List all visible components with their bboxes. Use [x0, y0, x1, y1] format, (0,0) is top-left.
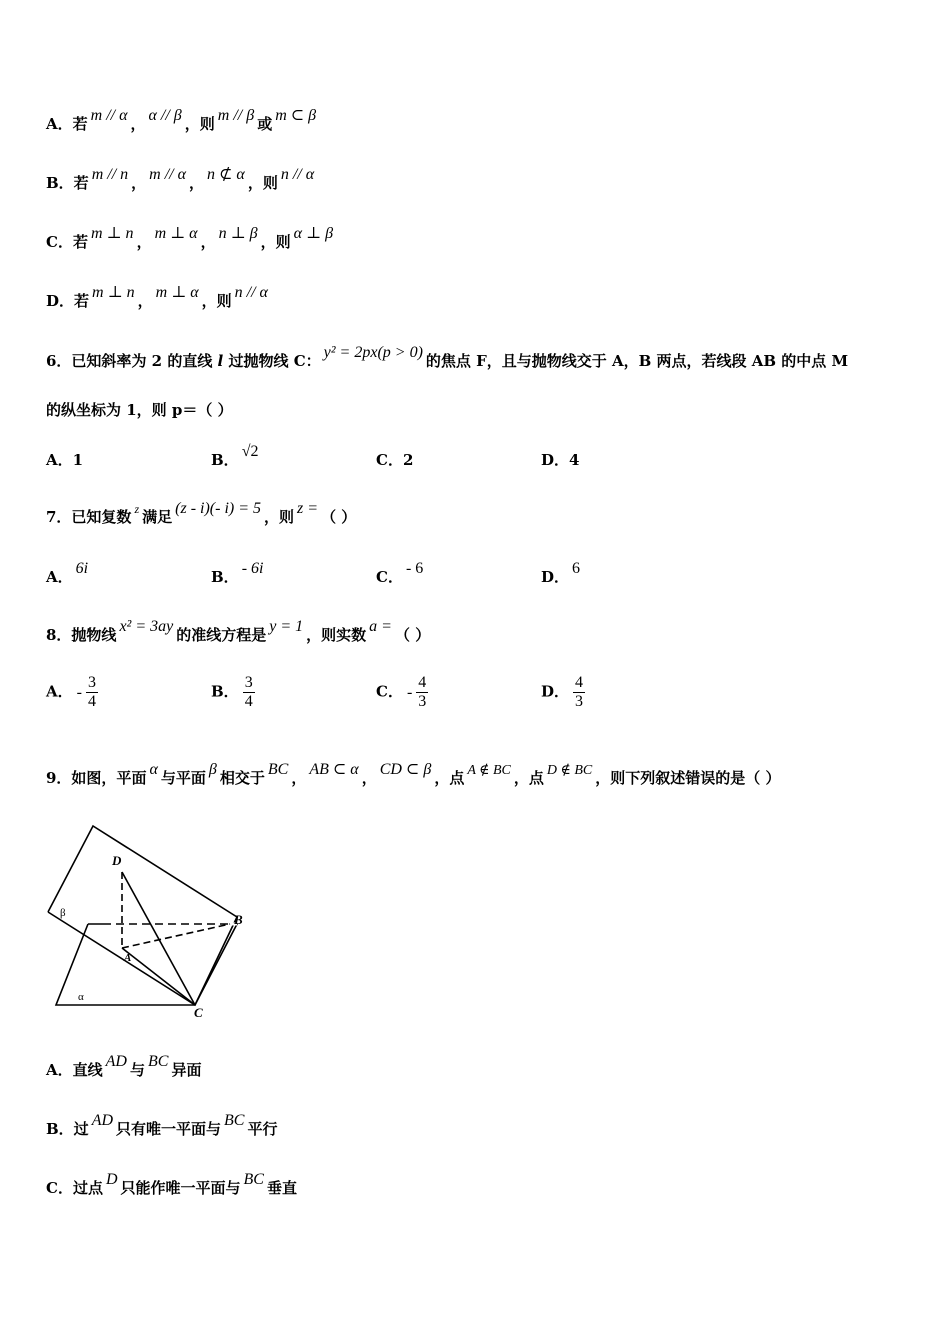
math-var: β: [208, 761, 217, 778]
math-expr: α ⊥ β: [293, 225, 334, 242]
denominator: 3: [418, 693, 427, 710]
numerator: 4: [418, 674, 427, 691]
option-label: B．: [211, 568, 239, 586]
math-expr: m ⊂ β: [275, 107, 317, 124]
segment-ac: [122, 948, 195, 1005]
text: 的纵坐标为 1，则 p＝（ ）: [46, 401, 233, 419]
math-expr: a =: [369, 618, 392, 635]
separator: ，: [189, 174, 205, 192]
math-expr: n // α: [280, 166, 315, 183]
math-expr: BC: [267, 761, 289, 778]
text: ，则: [201, 292, 232, 310]
q8-option-a: [46, 674, 98, 711]
math-expr: m ⊥ α: [154, 225, 198, 242]
label-beta: β: [60, 907, 66, 919]
text: 与平面: [160, 769, 206, 787]
math-expr: m // β: [217, 107, 255, 124]
math-expr: m ⊥ n: [92, 284, 135, 301]
option-label: B．: [211, 451, 239, 469]
separator: ，: [131, 174, 147, 192]
math-expr: 6i: [75, 560, 89, 577]
q9-option-c: [46, 1171, 297, 1199]
option-label: B．过: [46, 1120, 89, 1138]
math-expr: AD: [91, 1112, 114, 1129]
option-label: C．: [376, 682, 403, 701]
q8-option-c: [376, 674, 428, 711]
text: 的准线方程是: [176, 626, 267, 644]
denominator: 4: [87, 693, 96, 710]
q7-stem: [46, 500, 357, 528]
label-alpha: α: [78, 991, 84, 1003]
math-expr: m // n: [91, 166, 129, 183]
text: 平行: [247, 1120, 278, 1138]
text: ，则: [264, 508, 295, 526]
planes-diagram: [40, 820, 260, 1025]
segment-ab: [122, 924, 230, 948]
q8-option-d: [541, 674, 585, 711]
separator: ，: [200, 233, 216, 251]
math-expr: AD: [105, 1053, 127, 1070]
text: （ ）: [321, 508, 357, 526]
segment-dc: [122, 872, 195, 1005]
math-var: z: [134, 502, 140, 516]
separator: ，: [137, 292, 153, 310]
math-expr: n // α: [234, 284, 268, 301]
text: 与: [129, 1061, 145, 1079]
text: 相交于: [219, 769, 265, 787]
text: 只有唯一平面与: [116, 1120, 222, 1138]
q6-stem-line1: [46, 344, 849, 372]
q5-option-c: [46, 225, 336, 253]
q6-option-d: [541, 449, 579, 470]
math-expr: A ∉ BC: [467, 763, 511, 778]
text: ，则: [184, 115, 215, 133]
option-label: B．: [211, 682, 239, 701]
math-var: l: [217, 352, 224, 370]
math-expr: m // α: [90, 107, 128, 124]
text: ，则: [247, 174, 278, 192]
text: （ ）: [394, 626, 431, 644]
q9-option-a: [46, 1053, 202, 1081]
text: 满足: [142, 508, 173, 526]
text: 只能作唯一平面与: [120, 1179, 241, 1197]
math-expr: m // α: [149, 166, 186, 183]
math-expr: m ⊥ n: [90, 225, 134, 242]
fraction: [416, 674, 428, 711]
q5-option-b: [46, 166, 317, 194]
q6-option-a: [46, 449, 83, 470]
q8-stem: [46, 618, 431, 646]
math-expr: AB ⊂ α: [309, 761, 359, 778]
math-expr: n ⊥ β: [218, 225, 258, 242]
text: ，则实数: [306, 626, 367, 644]
q7-option-c: [376, 560, 426, 587]
option-label: A．1: [46, 451, 84, 469]
numerator: 3: [244, 674, 253, 691]
math-var: α: [149, 761, 158, 778]
parabola-equation: y² = 2px(p > 0): [323, 344, 423, 361]
math-expr: α // β: [148, 107, 182, 124]
separator: ，: [361, 769, 377, 787]
option-label: D．4: [541, 451, 580, 469]
option-label: D．: [541, 682, 570, 701]
text: ，点: [434, 769, 465, 787]
q7-option-d: [541, 560, 583, 587]
math-expr: BC: [224, 1112, 245, 1129]
math-expr: m ⊥ α: [155, 284, 199, 301]
option-label: D．: [541, 568, 570, 586]
text: 8．抛物线: [46, 626, 117, 644]
separator: ，: [136, 233, 152, 251]
math-expr: n ⊄ α: [207, 166, 245, 183]
option-label: A．直线: [46, 1061, 103, 1079]
math-expr: - 6: [405, 560, 424, 577]
math-expr: D: [105, 1171, 118, 1188]
directrix-equation: y = 1: [269, 618, 304, 635]
math-expr: (z - i)(- i) = 5: [175, 500, 262, 517]
text: ，则: [260, 233, 291, 251]
fraction: [573, 674, 585, 711]
q7-option-a: [46, 560, 91, 587]
fraction: [243, 674, 255, 711]
math-expr: CD ⊂ β: [379, 761, 432, 778]
math-expr: - 6i: [241, 560, 264, 577]
option-label: C．若: [46, 233, 88, 251]
q8-option-b: [211, 674, 255, 711]
q9-stem: [46, 761, 781, 790]
q9-option-b: [46, 1112, 278, 1140]
text: ，则下列叙述错误的是（ ）: [595, 769, 781, 787]
option-label: A．: [46, 568, 73, 586]
text: 的焦点 F，且与抛物线交于 A，B 两点，若线段 AB 的中点 M: [425, 352, 849, 370]
q6-stem-line2: [46, 400, 233, 420]
label-b: B: [234, 912, 243, 927]
planes-figure: [40, 820, 260, 1029]
text: 9．如图，平面: [46, 769, 147, 787]
sign: -: [406, 683, 413, 701]
q6-option-c: [376, 449, 413, 470]
math-expr: BC: [147, 1053, 169, 1070]
text: 或: [257, 115, 273, 133]
q6-option-b: [211, 443, 261, 470]
separator: ，: [291, 769, 307, 787]
sign: -: [76, 683, 82, 701]
math-expr: 6: [572, 560, 581, 577]
text: 过抛物线 C：: [223, 352, 321, 370]
fraction: [86, 674, 98, 711]
separator: ，: [130, 115, 146, 133]
numerator: 4: [575, 674, 584, 691]
text: 异面: [171, 1061, 202, 1079]
label-c: C: [194, 1005, 203, 1020]
option-label: C．2: [376, 451, 414, 469]
q5-option-a: [46, 107, 319, 135]
text: 垂直: [266, 1179, 297, 1197]
q7-option-b: [211, 560, 266, 587]
option-label: A．: [46, 682, 73, 701]
parabola-equation: x² = 3ay: [119, 618, 174, 635]
text: 6．已知斜率为 2 的直线: [46, 352, 218, 370]
denominator: 3: [575, 693, 584, 710]
math-expr: √2: [241, 443, 259, 460]
math-expr: BC: [243, 1171, 264, 1188]
denominator: 4: [244, 693, 253, 710]
q5-option-d: [46, 284, 271, 312]
option-label: C．过点: [46, 1179, 103, 1197]
math-expr: z =: [297, 500, 319, 517]
label-d: D: [112, 853, 122, 868]
option-label: B．若: [46, 174, 89, 192]
numerator: 3: [87, 674, 96, 691]
option-label: C．: [376, 568, 403, 586]
math-expr: D ∉ BC: [546, 763, 593, 778]
text: ，点: [513, 769, 544, 787]
option-label: D．若: [46, 292, 90, 310]
text: 7．已知复数: [46, 508, 132, 526]
label-a: A: [124, 952, 132, 964]
option-label: A．若: [46, 115, 88, 133]
